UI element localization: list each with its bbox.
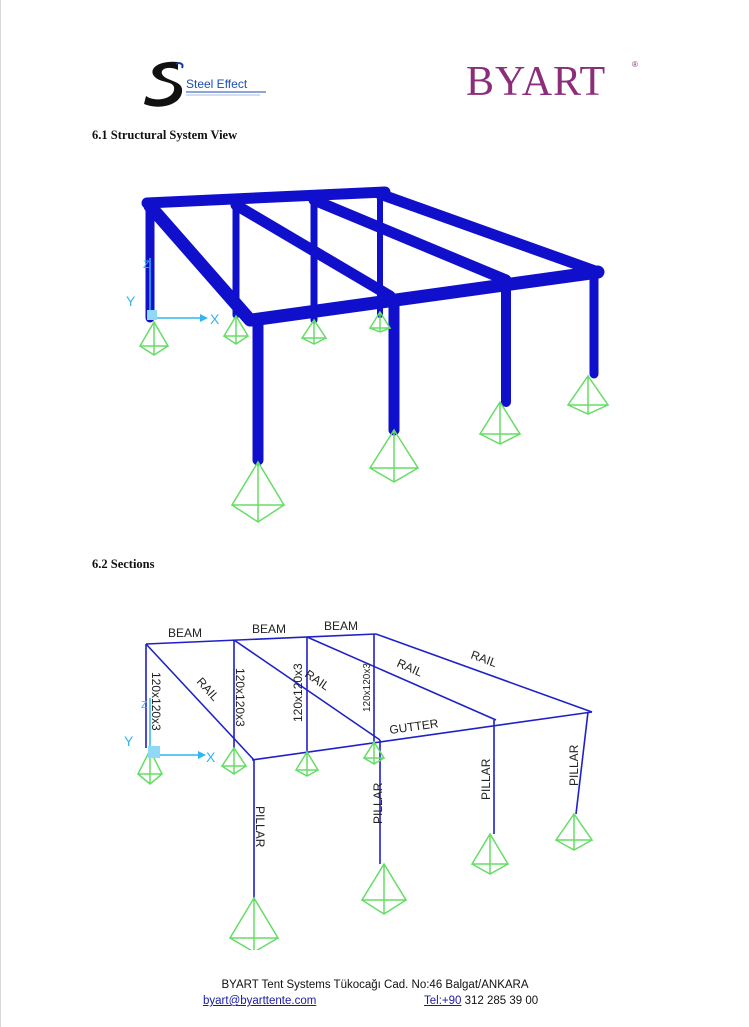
back-beam (147, 192, 385, 203)
label-beam-3: BEAM (324, 619, 359, 633)
label-section-1: 120x120x3 (149, 672, 163, 731)
gutter (252, 272, 598, 320)
fixed-support-icon (302, 320, 326, 344)
support-icons (140, 312, 608, 522)
axis-label-y: Y (126, 293, 136, 309)
footer-tel-number: 312 285 39 00 (461, 995, 539, 1007)
fixed-support-icon (362, 864, 406, 914)
fixed-support-icon (472, 834, 508, 874)
byart-logo: BYART (466, 59, 607, 105)
label-rail-4: RAIL (468, 647, 499, 670)
label-beam-1: BEAM (168, 626, 203, 640)
label-beam-2: BEAM (252, 622, 287, 636)
label-rail-3: RAIL (394, 655, 425, 680)
fixed-support-icon (480, 402, 520, 444)
label-pillar-4: PILLAR (567, 744, 581, 786)
support-icons (138, 742, 592, 950)
label-section-4: 120x120x3 (362, 663, 373, 712)
fixed-support-icon (140, 322, 168, 355)
structural-system-figure (0, 150, 750, 530)
fixed-support-icon (364, 742, 384, 764)
label-rail-1: RAIL (193, 674, 223, 704)
fixed-support-icon (370, 430, 418, 482)
fixed-support-icon (370, 312, 390, 332)
axis-label-x: X (210, 311, 220, 327)
section-heading-sections: 6.2 Sections (92, 557, 155, 571)
axis-label-z: Z (143, 259, 150, 271)
fixed-support-icon (556, 814, 592, 850)
fixed-support-icon (230, 898, 278, 950)
label-gutter: GUTTER (388, 716, 440, 737)
fixed-support-icon (222, 748, 246, 774)
footer-address: BYART Tent Systems Tükocağı Cad. No:46 Balgat/ANKARA (221, 979, 529, 991)
label-section-3: 120x120x3 (291, 663, 305, 722)
axis-label-y: Y (124, 733, 134, 749)
steel-effect-wordmark: Steel Effect (186, 77, 248, 91)
fixed-support-icon (232, 462, 284, 522)
label-pillar-1: PILLAR (253, 806, 267, 848)
section-heading-structural-view: 6.1 Structural System View (92, 128, 238, 142)
rail (380, 194, 598, 272)
footer-phone (424, 995, 538, 1007)
label-pillar-2: PILLAR (371, 782, 385, 824)
footer-tel-link[interactable]: Tel:+90 (424, 995, 462, 1007)
footer-email-link[interactable]: byart@byarttente.com (203, 995, 317, 1007)
label-rail-2: RAIL (302, 666, 333, 694)
registered-mark: ® (632, 60, 638, 69)
sections-figure (0, 600, 750, 950)
steel-effect-s-icon (144, 62, 182, 107)
fixed-support-icon (296, 752, 318, 776)
rail (307, 637, 496, 720)
member-labels (149, 619, 581, 848)
axis-triad-icon (124, 698, 216, 765)
axis-label-z: Z (141, 700, 148, 711)
label-section-2: 120x120x3 (233, 668, 247, 727)
steel-effect-logo (140, 54, 275, 112)
label-pillar-3: PILLAR (479, 758, 493, 800)
fixed-support-icon (568, 376, 608, 414)
axis-label-x: X (206, 749, 216, 765)
